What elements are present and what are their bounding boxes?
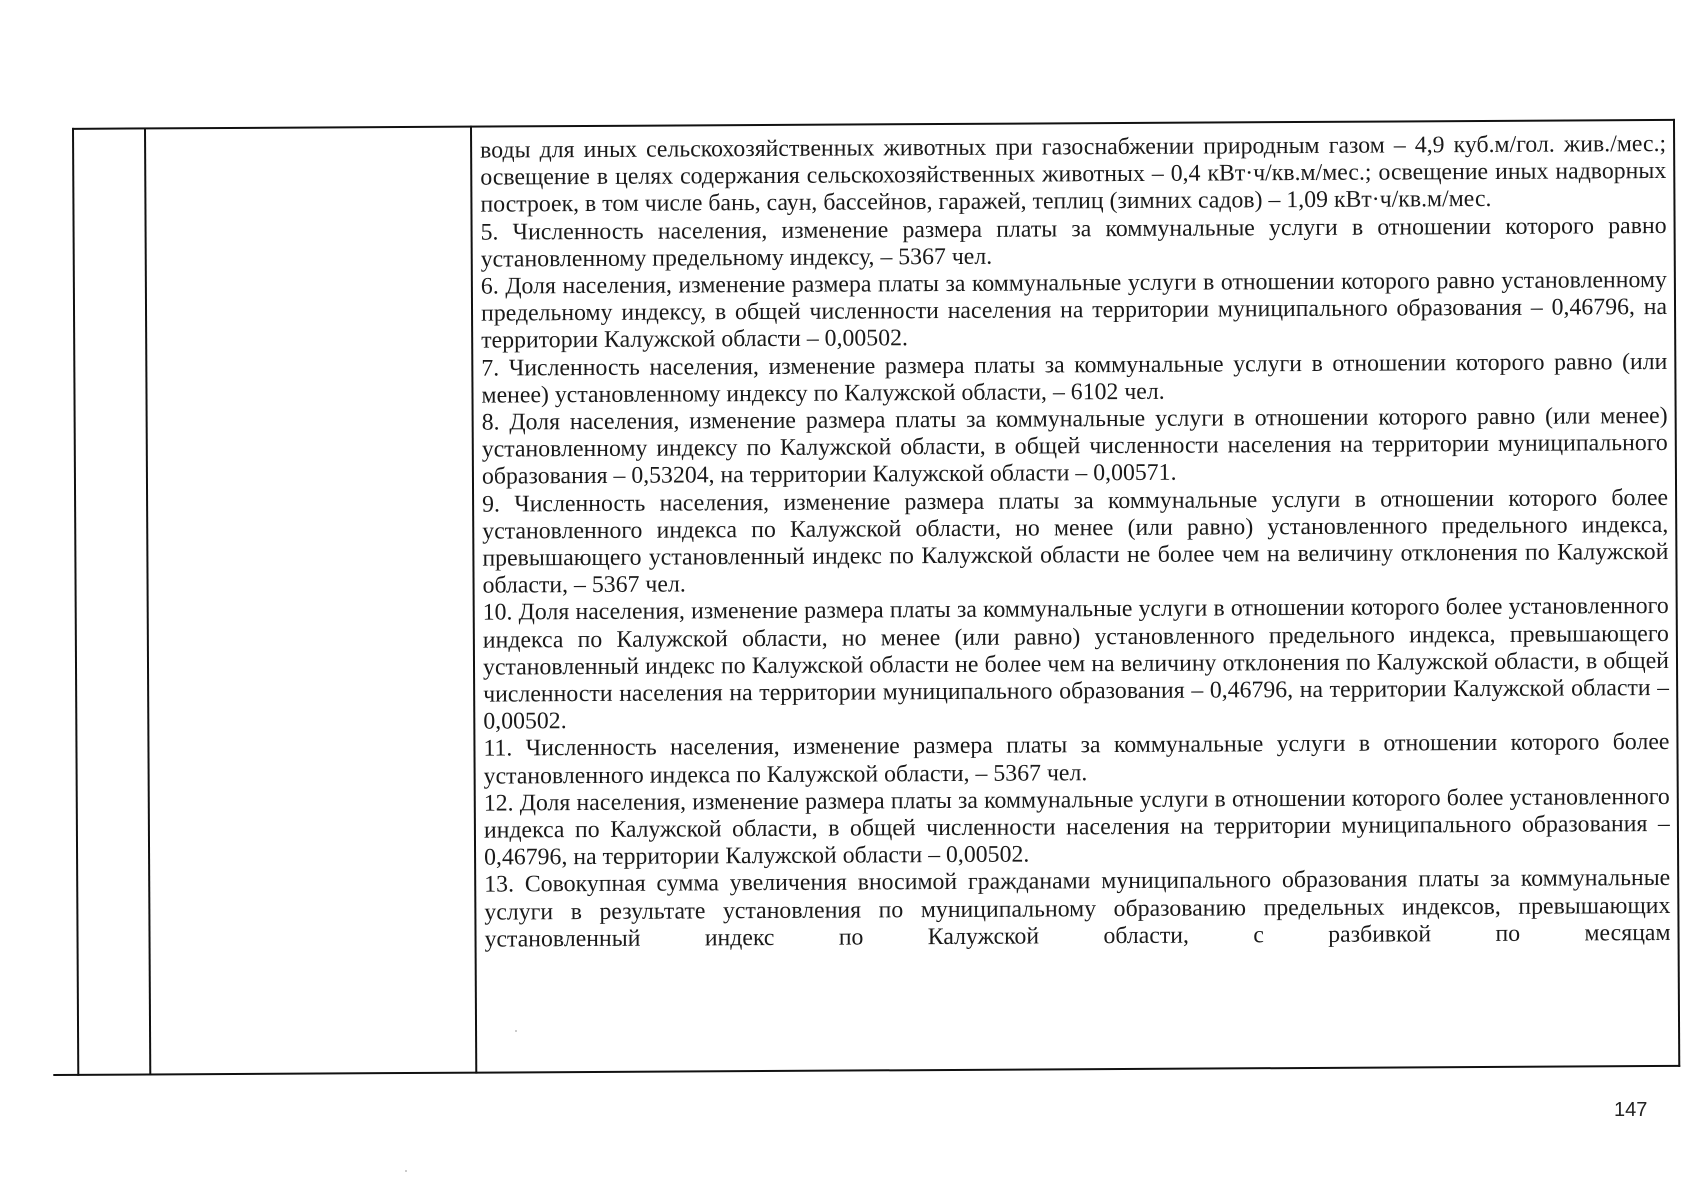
paragraph-item-8: 8. Доля населения, изменение размера платы за коммунальные услуги в отношении которого равно (или менее) установленному индексу по Калужской области, в общей численности населения на территории муниципального образования – 0,53204, на территории Калужской области – 0,00571. [481,402,1668,491]
paragraph-item-10: 10. Доля населения, изменение размера платы за коммунальные услуги в отношении которого более установленного индекса по Калужской области, но менее (или равно) установленного предельного индекса, превышающего установленный индекс по Калужской области не более чем на величину отклонения по Калужской области, в общей численности населения на территории муниципального образования – 0,46796, на территории Калужской области – 0,00502. [482,593,1670,735]
paragraph-item-7: 7. Численность населения, изменение размера платы за коммунальные услуги в отношении которого равно (или менее) установленному индексу по Калужской области, – 6102 чел. [481,348,1668,409]
paragraph-item-6: 6. Доля населения, изменение размера платы за коммунальные услуги в отношении которого равно установленному предельному индексу, в общей численности населения на территории муниципального образования – 0,46796, на территории Калужской области – 0,00502. [480,266,1668,355]
scan-speck [515,1030,517,1032]
paragraph-item-13: 13. Совокупная сумма увеличения вносимой гражданами муниципального образования платы за коммунальные услуги в результате установления по муниципальному образованию предельных индексов, превышающих установленный индекс по Калужской области, с разбивкой по месяцам [484,865,1671,953]
table-border-top [72,119,1675,130]
table-cell-content [480,131,1671,1066]
paragraph-continuation: воды для иных сельскохозяйственных животных при газоснабжении природным газом – 4,9 куб.м/гол. жив./мес.; освещение в целях содержания сельскохозяйственных животных – 0,4 кВт·ч/кв.м/мес.; освещение иных надворных построек, в том числе бань, саун, бассейнов, гаражей, теплиц (зимних садов) – 1,09 кВт·ч/кв.м/мес. [480,130,1667,218]
document-table [48,119,1680,1080]
table-column-divider-1 [144,127,151,1075]
table-border-right [1673,119,1680,1067]
table-border-left [72,128,79,1076]
scan-speck [405,1170,407,1172]
paragraph-item-11: 11. Численность населения, изменение размера платы за коммунальные услуги в отношении которого более установленного индекса по Калужской области, – 5367 чел. [483,729,1670,790]
paragraph-item-12: 12. Доля населения, изменение размера платы за коммунальные услуги в отношении которого более установленного индекса по Калужской области, в общей численности населения на территории муниципального образования – 0,46796, на территории Калужской области – 0,00502. [483,783,1670,871]
paragraph-item-5: 5. Численность населения, изменение размера платы за коммунальные услуги в отношении которого равно установленному предельному индексу, – 5367 чел. [480,212,1667,273]
table-column-divider-2 [470,126,477,1074]
page-number: 147 [1614,1099,1648,1121]
table-border-bottom [53,1065,1680,1076]
paragraph-item-9: 9. Численность населения, изменение размера платы за коммунальные услуги в отношении которого более установленного индекса по Калужской области, но менее (или равно) установленного предельного индекса, превышающего установленный индекс по Калужской области не более чем на величину отклонения по Калужской области, – 5367 чел. [482,484,1669,599]
